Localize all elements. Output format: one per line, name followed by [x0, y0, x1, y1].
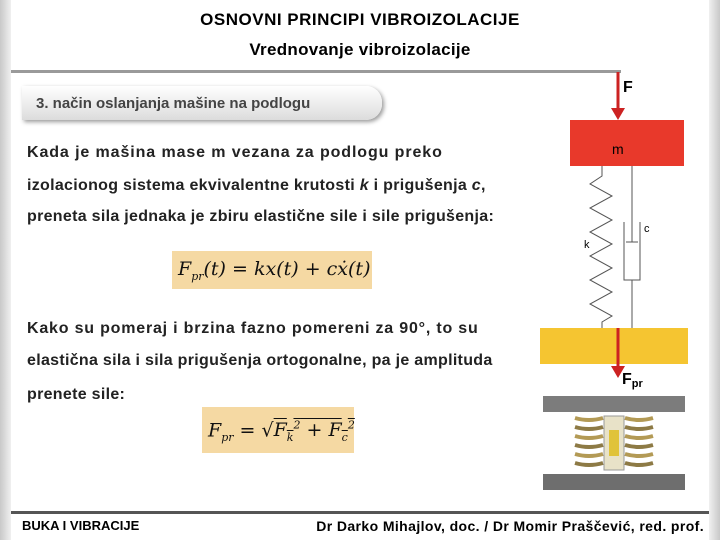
- section-heading: 3. način oslanjanja mašine na podlogu: [36, 95, 311, 112]
- formula-text: (t) = kx(t) + c: [203, 258, 338, 280]
- formula-subscript: pr: [221, 431, 234, 445]
- spring-damper-diagram: [540, 72, 710, 392]
- mass-block: [570, 120, 684, 166]
- title-divider: [11, 70, 621, 73]
- formula-subscript: c: [341, 431, 348, 445]
- formula-xdot: ẋ: [337, 258, 349, 280]
- formula-2-box: [202, 407, 354, 453]
- paragraph-1-line-3: preneta sila jednaka je zbiru elastične sile i sile prigušenja:: [27, 208, 495, 225]
- photo-damper-core: [609, 430, 619, 456]
- formula-amplitude: [208, 419, 355, 444]
- formula-symbol: F: [328, 419, 342, 442]
- section-heading-box: [22, 86, 382, 120]
- spring-isolator-photo: [541, 394, 687, 490]
- symbol-c: c: [471, 177, 481, 194]
- text-span: izolacionog sistema ekvivalentne krutosti: [27, 177, 360, 194]
- top-force-label: F: [623, 79, 633, 96]
- formula-transmitted-force: [178, 258, 370, 283]
- text-span: i prigušenja: [368, 177, 472, 194]
- formula-subscript: pr: [191, 269, 204, 283]
- base-plate: [540, 328, 688, 364]
- paragraph-1-line-1: Kada je mašina mase m vezana za podlogu preko: [27, 144, 443, 161]
- footer-divider: [11, 511, 709, 514]
- paragraph-2-line-2: elastična sila i sila prigušenja ortogonalne, pa je amplituda: [27, 352, 493, 369]
- symbol-k: k: [359, 177, 369, 194]
- damper-label: c: [644, 223, 650, 235]
- right-frame-border: [709, 0, 720, 540]
- left-frame-border: [0, 0, 11, 540]
- bottom-force-F: F: [622, 371, 632, 388]
- spring-symbol: [590, 166, 612, 328]
- formula-text: +: [300, 419, 329, 442]
- photo-top-plate: [543, 396, 685, 412]
- sqrt-radicand: [273, 419, 355, 445]
- top-force-arrow-head: [611, 108, 625, 120]
- photo-bottom-plate: [543, 474, 685, 490]
- bottom-force-label: [622, 371, 644, 390]
- bottom-force-subscript: pr: [631, 378, 643, 390]
- formula-superscript: 2: [293, 419, 301, 432]
- page-title: OSNOVNI PRINCIPI VIBROIZOLACIJE: [200, 10, 520, 29]
- spring-label: k: [584, 239, 590, 251]
- mass-label: m: [612, 141, 624, 157]
- formula-symbol: F: [178, 258, 192, 280]
- sqrt-symbol: √: [261, 419, 274, 442]
- paragraph-1-line-2: [27, 177, 486, 195]
- formula-1-box: [172, 251, 372, 289]
- text-span: ,: [481, 177, 486, 194]
- formula-text: =: [233, 419, 262, 442]
- formula-symbol: F: [273, 419, 287, 442]
- formula-text: (t): [348, 258, 371, 280]
- footer-authors: Dr Darko Mihajlov, doc. / Dr Momir Praščević, red. prof.: [316, 518, 704, 534]
- formula-superscript: 2: [347, 419, 355, 432]
- formula-symbol: F: [208, 419, 222, 442]
- paragraph-2-line-1: Kako su pomeraj i brzina fazno pomereni za 90°, to su: [27, 320, 479, 337]
- page-subtitle: Vrednovanje vibroizolacije: [249, 40, 471, 59]
- footer-course: BUKA I VIBRACIJE: [22, 518, 140, 533]
- paragraph-2-line-3: prenete sile:: [27, 386, 126, 403]
- formula-subscript: k: [286, 431, 294, 445]
